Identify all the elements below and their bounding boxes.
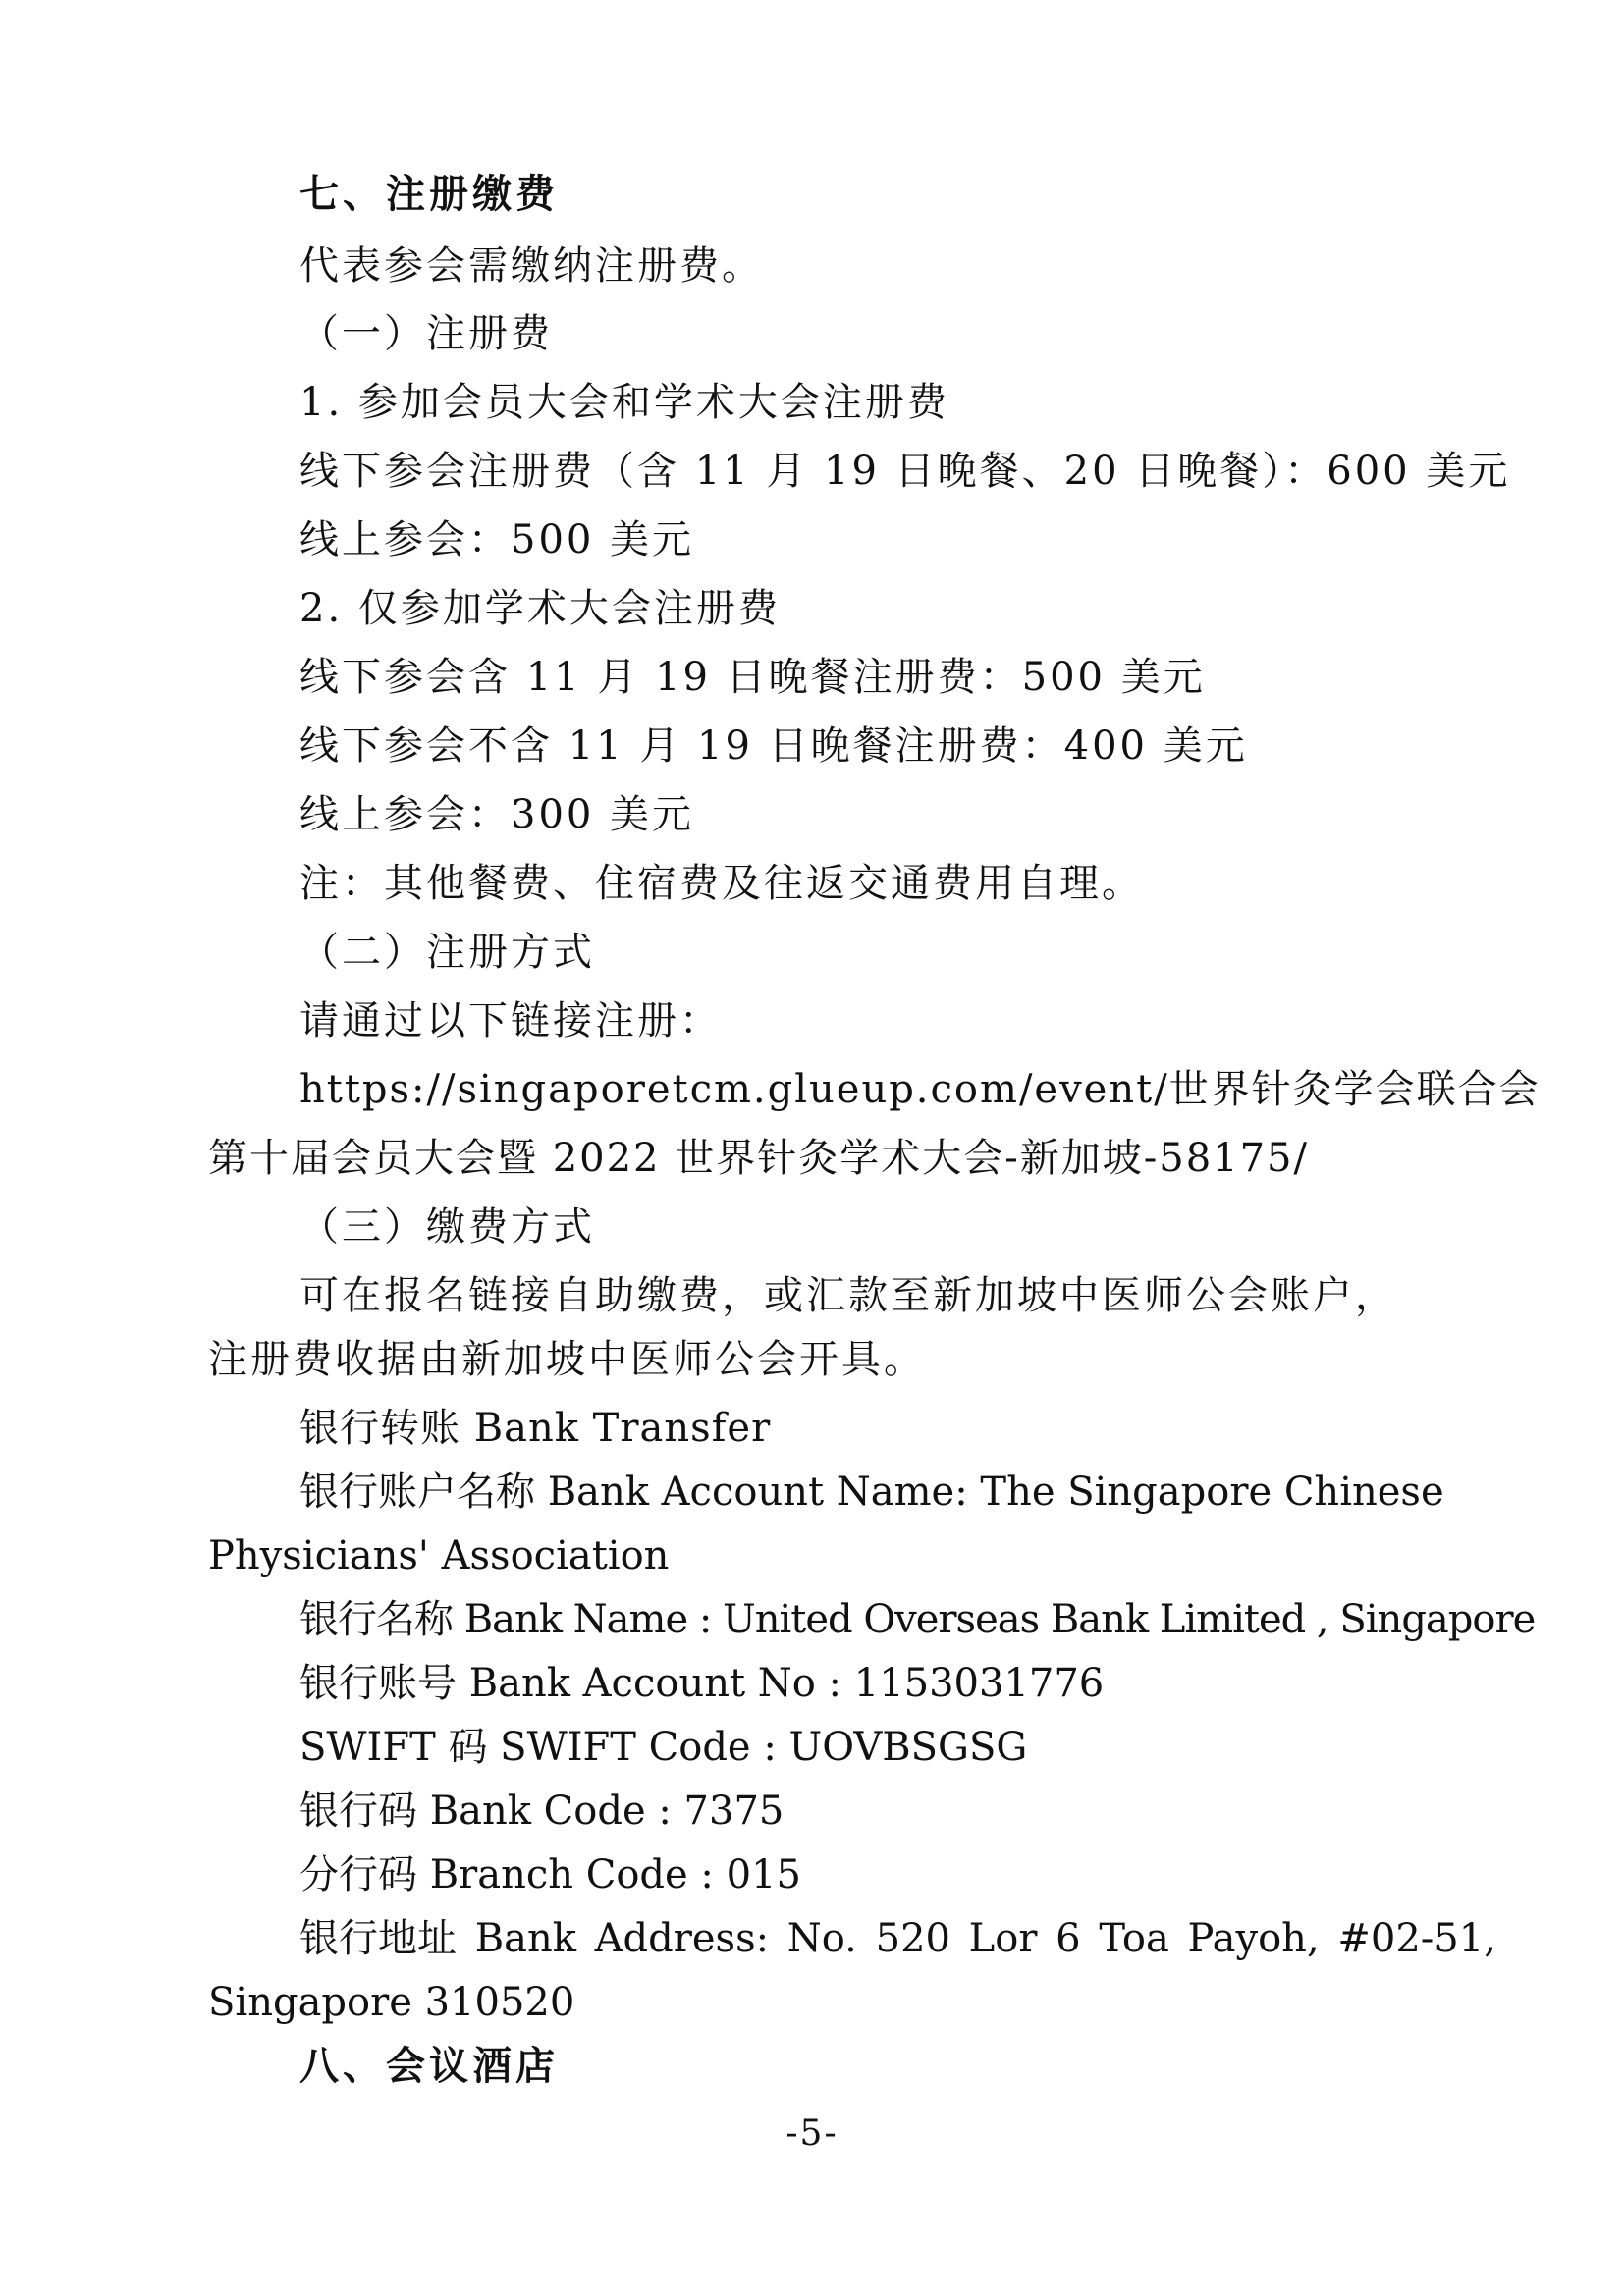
subsection-fee-heading: （一）注册费 [299, 311, 553, 356]
section-7-intro: 代表参会需缴纳注册费。 [299, 243, 764, 289]
payment-desc-line-2: 注册费收据由新加坡中医师公会开具。 [208, 1337, 926, 1382]
registration-link-line-2[interactable]: 第十届会员大会暨 2022 世界针灸学术大会-新加坡-58175/ [208, 1136, 1309, 1181]
registration-link-line-1[interactable]: https://singaporetcm.glueup.com/event/世界针灸学会联合会 [299, 1067, 1541, 1112]
bank-name: 银行名称 Bank Name : United Overseas Bank Limited , Singapore [299, 1597, 1536, 1642]
subsection-payment-heading: （三）缴费方式 [299, 1204, 595, 1250]
registration-instruction: 请通过以下链接注册： [299, 998, 722, 1043]
bank-account-name-line-2: Physicians' Association [208, 1533, 670, 1578]
fee-item-2-online: 线上参会：300 美元 [299, 792, 695, 837]
fee-item-1-title: 1. 参加会员大会和学术大会注册费 [299, 380, 949, 425]
bank-code: 银行码 Bank Code : 7375 [299, 1789, 785, 1834]
fee-note: 注：其他餐费、住宿费及往返交通费用自理。 [299, 861, 1144, 906]
bank-address-line-1: 银行地址 Bank Address: No. 520 Lor 6 Toa Payoh, #02-51, [299, 1916, 1496, 1961]
fee-item-2-offline-dinner: 线下参会含 11 月 19 日晚餐注册费：500 美元 [299, 655, 1206, 700]
payment-desc-line-1: 可在报名链接自助缴费，或汇款至新加坡中医师公会账户， [299, 1273, 1397, 1318]
fee-item-2-offline-no-dinner: 线下参会不含 11 月 19 日晚餐注册费：400 美元 [299, 723, 1248, 769]
section-8-heading: 八、会议酒店 [299, 2044, 559, 2089]
fee-item-1-offline: 线下参会注册费（含 11 月 19 日晚餐、20 日晚餐）：600 美元 [299, 449, 1511, 494]
fee-item-2-title: 2. 仅参加学术大会注册费 [299, 586, 781, 631]
swift-code: SWIFT 码 SWIFT Code : UOVBSGSG [299, 1725, 1028, 1770]
branch-code: 分行码 Branch Code : 015 [299, 1852, 801, 1897]
bank-transfer-label: 银行转账 Bank Transfer [299, 1406, 772, 1451]
bank-account-name-line-1: 银行账户名称 Bank Account Name: The Singapore Chinese [299, 1469, 1444, 1515]
bank-address-line-2: Singapore 310520 [208, 1980, 575, 2025]
page-number: -5- [785, 2113, 839, 2154]
bank-account-number: 银行账号 Bank Account No : 1153031776 [299, 1661, 1105, 1706]
fee-item-1-online: 线上参会：500 美元 [299, 517, 695, 562]
section-7-heading: 七、注册缴费 [299, 172, 559, 217]
subsection-registration-heading: （二）注册方式 [299, 930, 595, 975]
